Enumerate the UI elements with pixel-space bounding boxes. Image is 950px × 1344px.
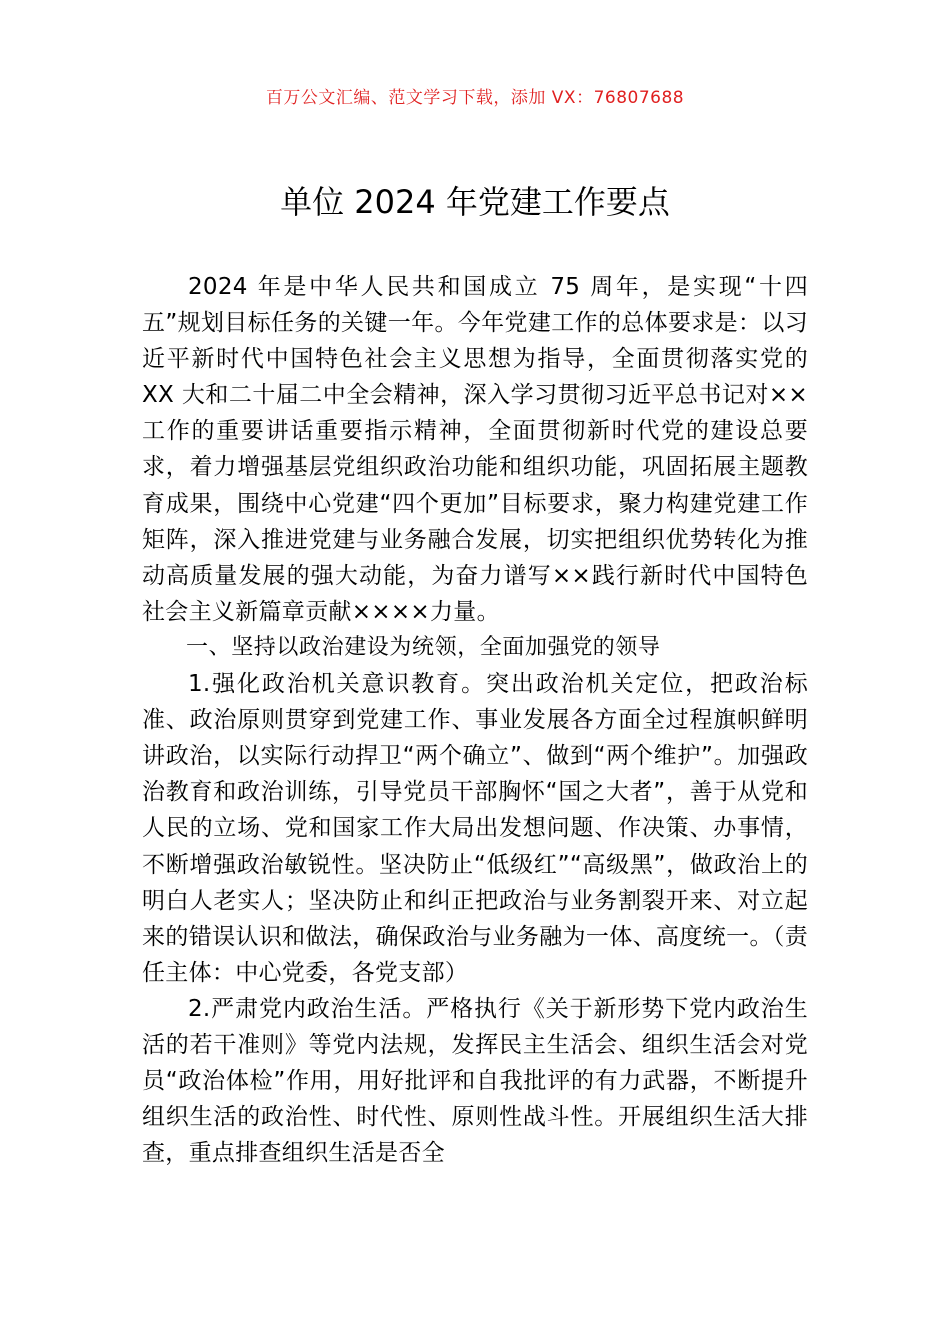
intro-paragraph: 2024 年是中华人民共和国成立 75 周年，是实现“十四五”规划目标任务的关键一年。今年党建工作的总体要求是：以习近平新时代中国特色社会主义思想为指导，全面贯彻落实党的 XX 大和二十届二中全会精神，深入学习贯彻习近平总书记对××工作的重要讲话重要指示精神，全面贯彻新时代党的建设总要求，着力增强基层党组织政治功能和组织功能，巩固拓展主题教育成果，围绕中心党建“四个更加”目标要求，聚力构建党建工作矩阵，深入推进党建与业务融合发展，切实把组织优势转化为推动高质量发展的强大动能，为奋力谱写××践行新时代中国特色社会主义新篇章贡献××××力量。 <box>142 274 808 625</box>
item-paragraph-1: 1.强化政治机关意识教育。突出政治机关定位，把政治标准、政治原则贯穿到党建工作、事业发展各方面全过程旗帜鲜明讲政治，以实际行动捍卫“两个确立”、做到“两个维护”。加强政治教育和政治训练，引导党员干部胸怀“国之大者”，善于从党和人民的立场、党和国家工作大局出发想问题、作决策、办事情，不断增强政治敏锐性。坚决防止“低级红”“高级黑”，做政治上的明白人老实人；坚决防止和纠正把政治与业务割裂开来、对立起来的错误认识和做法，确保政治与业务融为一体、高度统一。（责任主体：中心党委，各党支部） <box>142 671 808 986</box>
item-paragraph-2: 2.严肃党内政治生活。严格执行《关于新形势下党内政治生活的若干准则》等党内法规，发挥民主生活会、组织生活会对党员“政治体检”作用，用好批评和自我批评的有力武器，不断提升组织生活的政治性、时代性、原则性战斗性。开展组织生活大排查，重点排查组织生活是否全 <box>142 995 808 1167</box>
document-body <box>142 269 808 1171</box>
section-heading: 一、坚持以政治建设为统领，全面加强党的领导 <box>186 634 661 660</box>
document-title: 单位 2024 年党建工作要点 <box>280 183 670 221</box>
watermark-text: 百万公文汇编、范文学习下载，添加 VX：76807688 <box>265 88 685 108</box>
